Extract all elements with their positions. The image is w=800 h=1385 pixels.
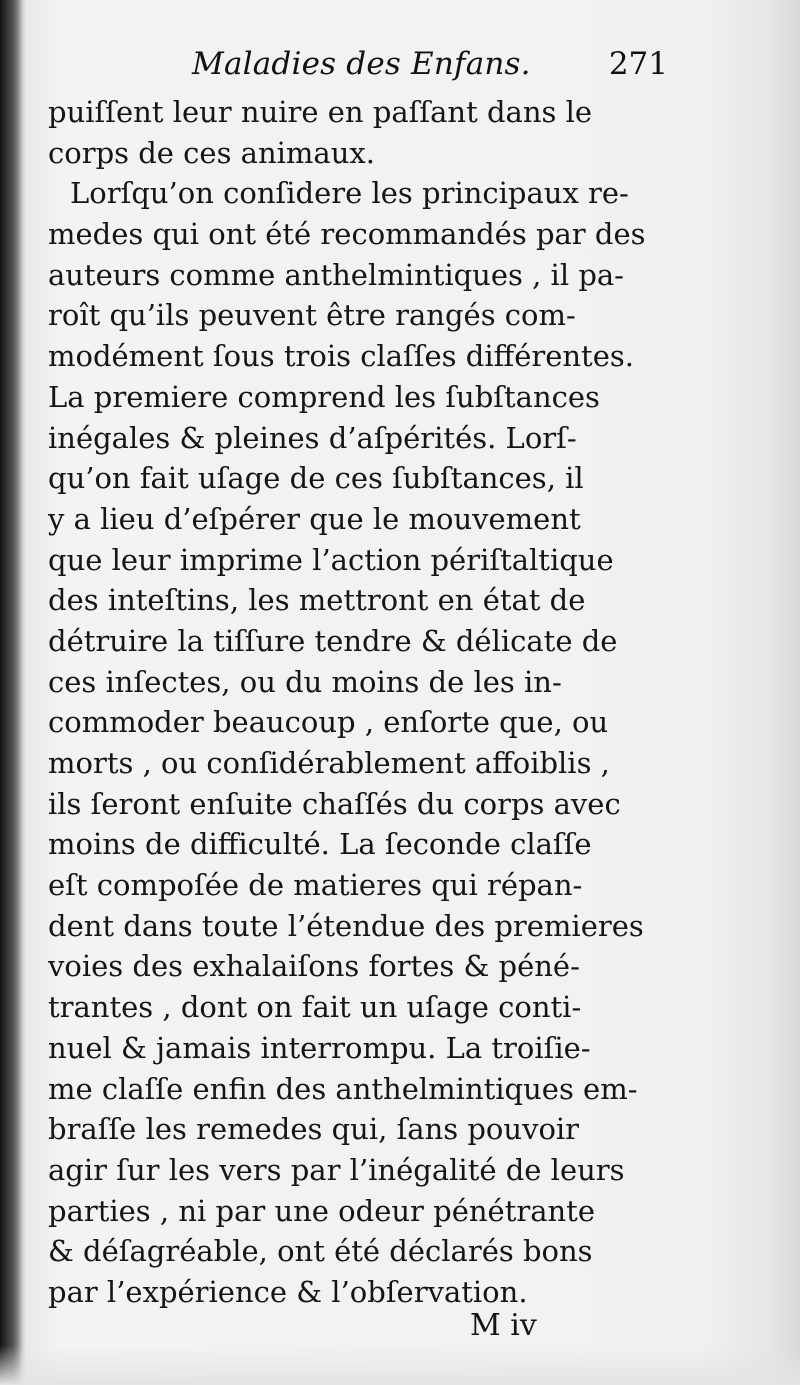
text-line: braſſe les remedes qui, ſans pouvoir [48,1112,580,1147]
text-line: trantes , dont on fait un uſage conti- [48,990,582,1025]
signature-mark: M iv [470,1308,537,1343]
text-line: & déſagréable, ont été déclarés bons [48,1234,593,1269]
text-line: y a lieu d’eſpérer que le mouvement [48,501,581,536]
text-line: modément ſous trois claſſes différentes. [48,339,634,374]
page-bottom-shade [0,1345,800,1385]
text-line: des inteſtins, les mettront en état de [48,583,586,618]
text-line: Lorſqu’on conſidere les principaux re- [70,176,629,211]
text-line: dent dans toute l’étendue des premieres [48,908,644,943]
text-line: détruire la tiſſure tendre & délicate de [48,623,618,658]
body-text [48,92,668,1313]
running-head: Maladies des Enfans. [192,46,531,82]
text-line: par l’expérience & l’obſervation. [48,1274,528,1309]
text-line: qu’on fait uſage de ces ſubſtances, il [48,461,584,496]
text-line: me claſſe enfin des anthelmintiques em- [48,1071,638,1106]
text-line: inégales & pleines d’aſpérités. Lorſ- [48,420,577,455]
text-line: auteurs comme anthelmintiques , il pa- [48,257,624,292]
text-line: nuel & jamais interrompu. La troiſie- [48,1030,591,1065]
text-line: ces inſectes, ou du moins de les in- [48,664,562,699]
text-line: eſt compoſée de matieres qui répan- [48,868,583,903]
gutter-shadow [0,0,22,1385]
page-header [50,46,670,90]
text-line: moins de difficulté. La ſeconde claſſe [48,827,592,862]
text-line: morts , ou conſidérablement affoiblis , [48,746,610,780]
text-line: agir ſur les vers par l’inégalité de leurs [48,1152,625,1187]
text-line: La premiere comprend les ſubſtances [48,379,600,414]
page-number: 271 [608,46,668,82]
text-line: parties , ni par une odeur pénétrante [48,1193,595,1228]
text-line: que leur imprime l’action périſtaltique [48,542,614,577]
text-line: puiſſent leur nuire en paſſant dans le [48,95,593,129]
text-line: ils ſeront enſuite chaſſés du corps avec [48,786,621,821]
text-line: voies des exhalaiſons fortes & péné- [48,949,580,984]
text-line: corps de ces animaux. [48,135,375,170]
text-line: commoder beaucoup , enſorte que, ou [48,705,609,740]
text-line: medes qui ont été recommandés par des [48,217,646,252]
text-line: roît qu’ils peuvent être rangés com- [48,298,576,333]
